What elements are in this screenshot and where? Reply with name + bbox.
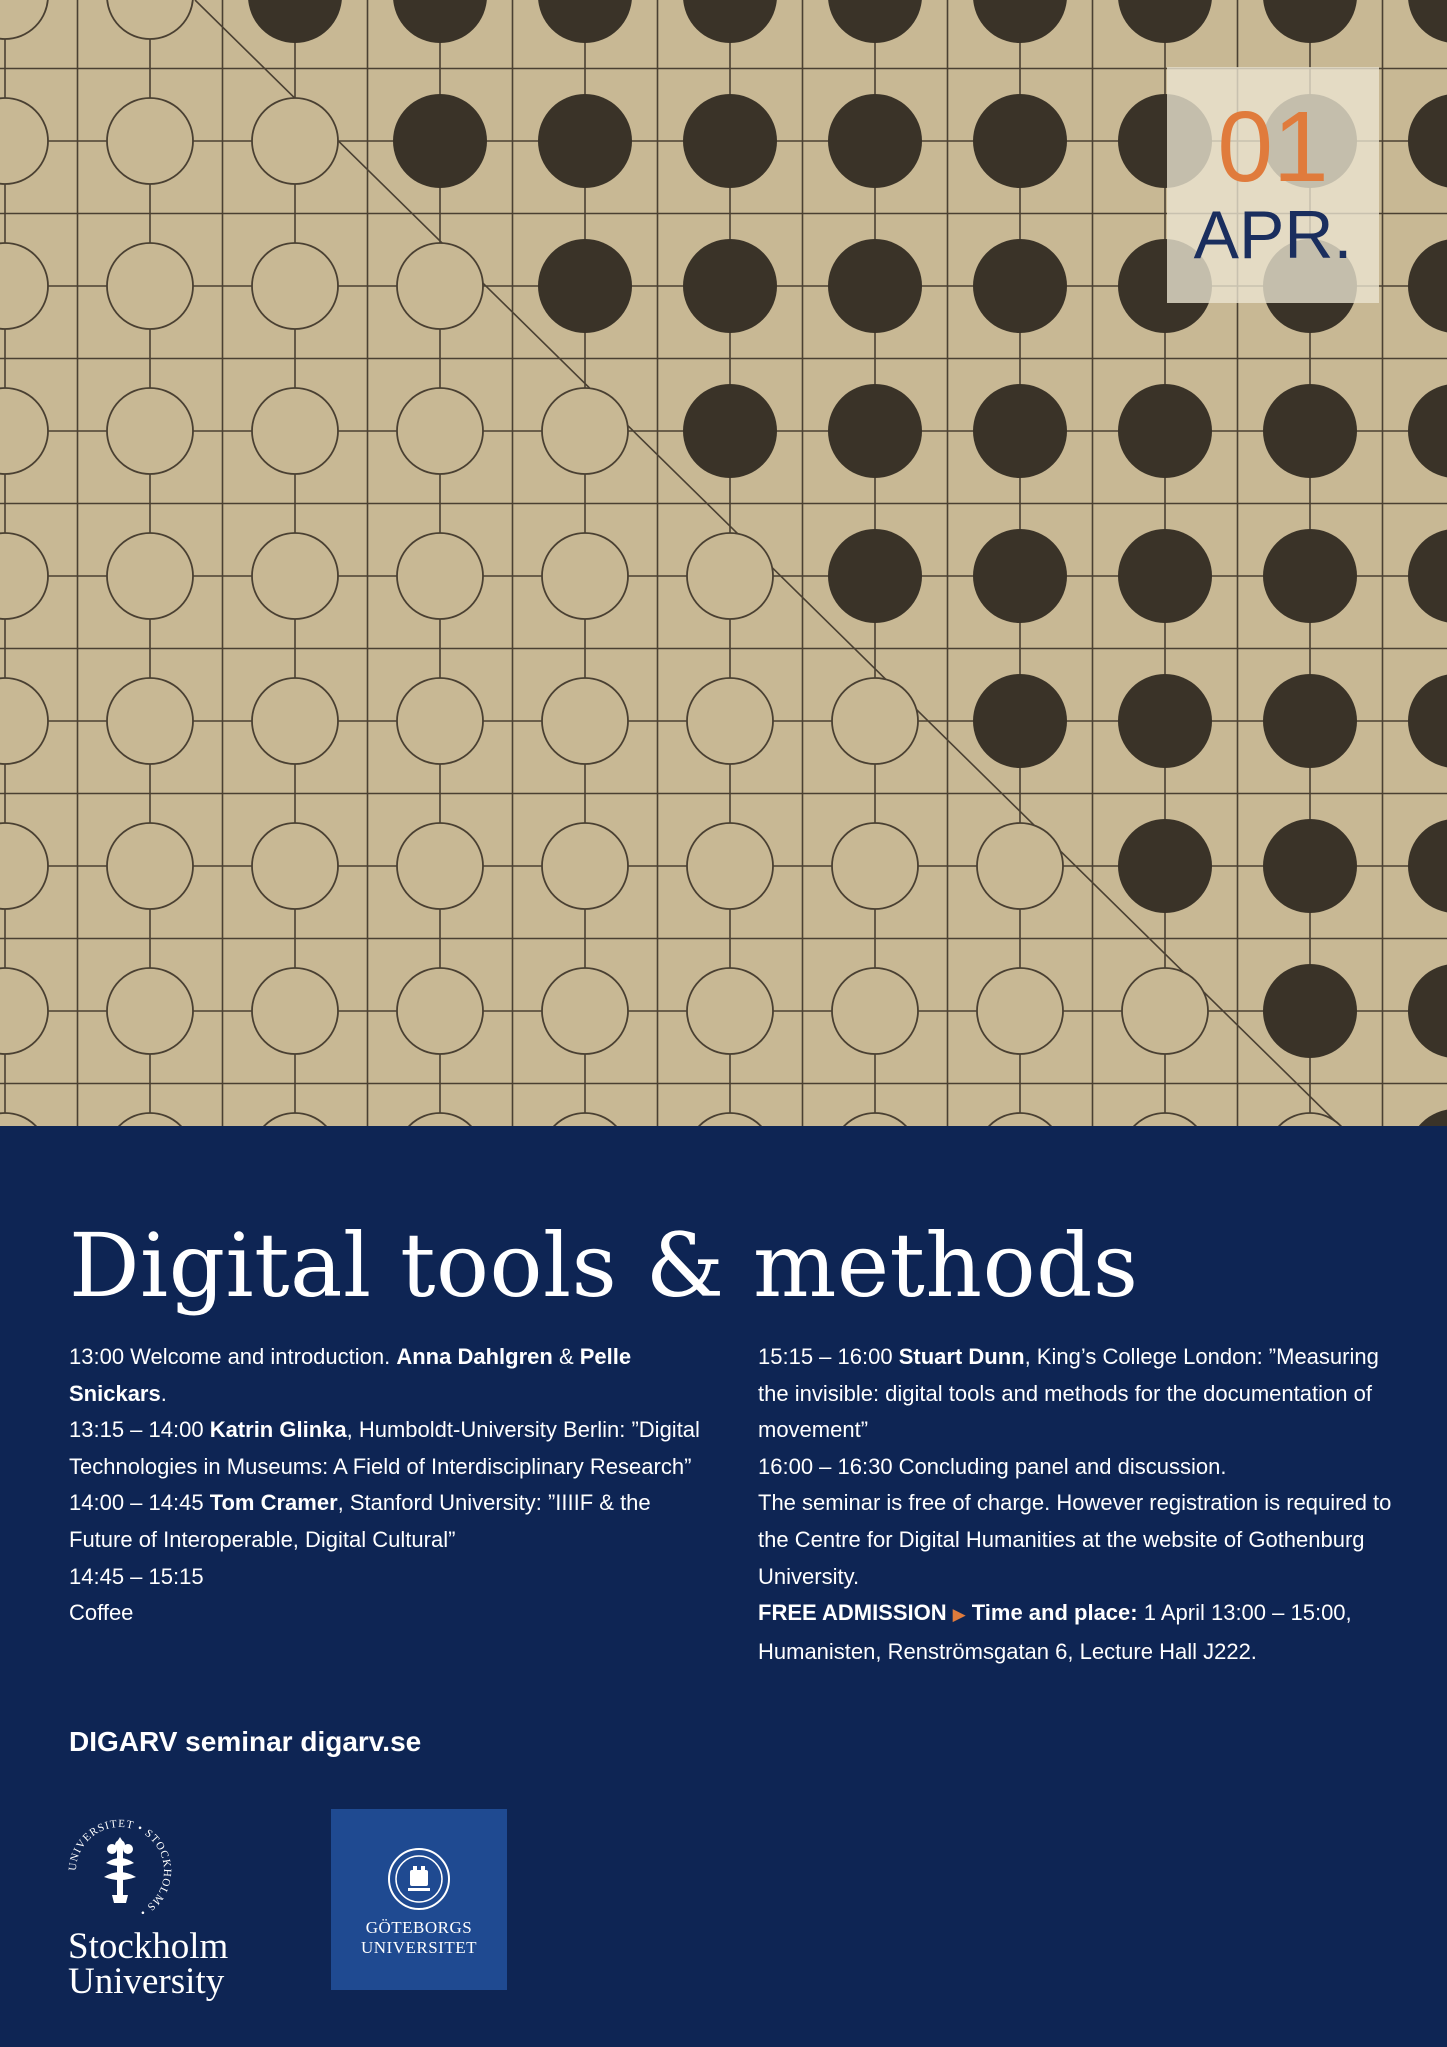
open-circle bbox=[687, 823, 773, 909]
filled-circle bbox=[1408, 964, 1447, 1058]
open-circle bbox=[397, 678, 483, 764]
filled-circle bbox=[828, 239, 922, 333]
open-circle bbox=[107, 243, 193, 329]
filled-circle bbox=[828, 94, 922, 188]
open-circle bbox=[107, 0, 193, 39]
program-item-text: 15:15 – 16:00 bbox=[758, 1344, 899, 1369]
open-circle bbox=[1122, 1113, 1208, 1126]
filled-circle bbox=[973, 529, 1067, 623]
open-circle bbox=[252, 388, 338, 474]
program-item-text: 13:15 – 14:00 bbox=[69, 1417, 210, 1443]
filled-circle bbox=[248, 0, 342, 43]
open-circle bbox=[1122, 968, 1208, 1054]
date-month: APR. bbox=[1193, 197, 1353, 273]
filled-circle bbox=[1408, 819, 1447, 913]
program-item bbox=[758, 1339, 1398, 1449]
filled-circle bbox=[1263, 819, 1357, 913]
date-box bbox=[1167, 67, 1379, 303]
open-circle bbox=[542, 823, 628, 909]
program-item bbox=[69, 1412, 709, 1485]
open-circle bbox=[0, 243, 48, 329]
filled-circle bbox=[1408, 529, 1447, 623]
goteborg-university-name bbox=[331, 1918, 507, 1958]
open-circle bbox=[107, 1113, 193, 1126]
open-circle bbox=[0, 678, 48, 764]
open-circle bbox=[542, 968, 628, 1054]
open-circle bbox=[397, 823, 483, 909]
open-circle bbox=[687, 678, 773, 764]
program-item bbox=[69, 1595, 709, 1632]
filled-circle bbox=[1118, 0, 1212, 43]
filled-circle bbox=[538, 0, 632, 43]
program-column-right bbox=[758, 1339, 1398, 1670]
program-item-text: , Humboldt-University Berlin: ”Digital Technologies in Museums: A Field of Interdisciplinary Research” bbox=[69, 1417, 700, 1479]
goteborg-seal-icon bbox=[384, 1844, 454, 1914]
open-circle bbox=[977, 823, 1063, 909]
open-circle bbox=[107, 388, 193, 474]
open-circle bbox=[0, 98, 48, 184]
open-circle bbox=[977, 968, 1063, 1054]
open-circle bbox=[832, 678, 918, 764]
filled-circle bbox=[538, 94, 632, 188]
filled-circle bbox=[683, 0, 777, 43]
filled-circle bbox=[1263, 964, 1357, 1058]
stockholm-name-line1: Stockholm bbox=[68, 1926, 229, 1967]
open-circle bbox=[687, 1113, 773, 1126]
goteborg-name-line1: GÖTEBORGS bbox=[365, 1918, 473, 1937]
seminar-link[interactable]: DIGARV seminar digarv.se bbox=[69, 1726, 422, 1757]
filled-circle bbox=[1118, 384, 1212, 478]
open-circle bbox=[252, 1113, 338, 1126]
program-item-emphasis: Time and place: bbox=[971, 1600, 1138, 1626]
program-item-text: Coffee bbox=[69, 1600, 134, 1626]
program-item-emphasis: Pelle Snickars bbox=[69, 1344, 632, 1406]
open-circle bbox=[397, 243, 483, 329]
program-item-emphasis: FREE ADMISSION bbox=[758, 1600, 947, 1626]
open-circle bbox=[832, 968, 918, 1054]
program-item bbox=[69, 1485, 709, 1558]
svg-text:UNIVERSITET • STOCKHOLMS •: UNIVERSITET • STOCKHOLMS • bbox=[66, 1817, 174, 1919]
program-item bbox=[69, 1339, 709, 1412]
filled-circle bbox=[1118, 819, 1212, 913]
filled-circle bbox=[1263, 529, 1357, 623]
program-item-emphasis: Stuart Dunn bbox=[898, 1344, 1025, 1369]
program-item bbox=[758, 1485, 1398, 1595]
filled-circle bbox=[973, 94, 1067, 188]
page-title: Digital tools & methods bbox=[69, 1214, 1139, 1317]
filled-circle bbox=[393, 0, 487, 43]
program-column-left bbox=[69, 1339, 709, 1632]
open-circle bbox=[397, 1113, 483, 1126]
filled-circle bbox=[1263, 0, 1357, 43]
program-item-text: , King’s College London: ”Measuring the invisible: digital tools and methods for the documentation of movement” bbox=[758, 1344, 1379, 1443]
open-circle bbox=[397, 388, 483, 474]
stockholm-university-name bbox=[68, 1926, 229, 2002]
open-circle bbox=[252, 243, 338, 329]
program-item-emphasis: Katrin Glinka bbox=[209, 1417, 347, 1443]
program-item-text: . bbox=[160, 1380, 167, 1406]
program-item bbox=[758, 1449, 1398, 1486]
goteborg-university-logo bbox=[331, 1809, 507, 1990]
open-circle bbox=[0, 1113, 48, 1126]
open-circle bbox=[0, 968, 48, 1054]
open-circle bbox=[832, 1113, 918, 1126]
open-circle bbox=[252, 678, 338, 764]
open-circle bbox=[252, 823, 338, 909]
open-circle bbox=[0, 0, 48, 39]
info-panel bbox=[0, 1126, 1447, 2047]
open-circle bbox=[397, 533, 483, 619]
program-item bbox=[69, 1559, 709, 1596]
program-item-text: & bbox=[552, 1344, 580, 1369]
filled-circle bbox=[1408, 1109, 1447, 1126]
open-circle bbox=[0, 823, 48, 909]
filled-circle bbox=[973, 239, 1067, 333]
filled-circle bbox=[1263, 674, 1357, 768]
filled-circle bbox=[683, 384, 777, 478]
filled-circle bbox=[828, 529, 922, 623]
open-circle bbox=[1267, 1113, 1353, 1126]
open-circle bbox=[252, 533, 338, 619]
open-circle bbox=[977, 1113, 1063, 1126]
filled-circle bbox=[393, 94, 487, 188]
filled-circle bbox=[828, 384, 922, 478]
program-item-emphasis: Tom Cramer bbox=[209, 1490, 338, 1516]
stockholm-seal-icon bbox=[60, 1811, 180, 1931]
open-circle bbox=[252, 98, 338, 184]
open-circle bbox=[542, 678, 628, 764]
arrow-right-icon: ▶ bbox=[952, 1605, 966, 1625]
open-circle bbox=[107, 968, 193, 1054]
filled-circle bbox=[1263, 384, 1357, 478]
open-circle bbox=[687, 533, 773, 619]
filled-circle bbox=[973, 0, 1067, 43]
filled-circle bbox=[973, 384, 1067, 478]
program-item-text: , Stanford University: ”IIIIF & the Future of Interoperable, Digital Cultural” bbox=[69, 1490, 651, 1552]
open-circle bbox=[0, 388, 48, 474]
filled-circle bbox=[683, 239, 777, 333]
open-circle bbox=[0, 533, 48, 619]
open-circle bbox=[107, 98, 193, 184]
filled-circle bbox=[1408, 94, 1447, 188]
filled-circle bbox=[1408, 0, 1447, 43]
goteborg-name-line2: UNIVERSITET bbox=[361, 1938, 477, 1957]
stockholm-name-line2: University bbox=[68, 1961, 225, 2002]
open-circle bbox=[542, 1113, 628, 1126]
program-item-text: The seminar is free of charge. However registration is required to the Centre for Digital Humanities at the website of Gothenburg University. bbox=[758, 1490, 1392, 1589]
program-item-text: 13:00 Welcome and introduction. bbox=[69, 1344, 397, 1369]
filled-circle bbox=[1118, 674, 1212, 768]
filled-circle bbox=[973, 674, 1067, 768]
filled-circle bbox=[828, 0, 922, 43]
open-circle bbox=[397, 968, 483, 1054]
open-circle bbox=[107, 823, 193, 909]
open-circle bbox=[542, 533, 628, 619]
filled-circle bbox=[1408, 239, 1447, 333]
filled-circle bbox=[538, 239, 632, 333]
filled-circle bbox=[1118, 529, 1212, 623]
filled-circle bbox=[1408, 384, 1447, 478]
open-circle bbox=[107, 678, 193, 764]
program-item-text: 1 April 13:00 – 15:00, Humanisten, Renströmsgatan 6, Lecture Hall J222. bbox=[758, 1600, 1352, 1664]
open-circle bbox=[687, 968, 773, 1054]
filled-circle bbox=[683, 94, 777, 188]
program-item-text: 14:00 – 14:45 bbox=[69, 1490, 210, 1516]
program-item-text: 16:00 – 16:30 Concluding panel and discussion. bbox=[758, 1453, 1227, 1479]
date-day: 01 bbox=[1217, 91, 1329, 203]
program-item-emphasis: Anna Dahlgren bbox=[396, 1344, 553, 1369]
filled-circle bbox=[1408, 674, 1447, 768]
program-item-text: 14:45 – 15:15 bbox=[69, 1563, 204, 1589]
program-item bbox=[758, 1595, 1398, 1670]
open-circle bbox=[252, 968, 338, 1054]
open-circle bbox=[542, 388, 628, 474]
open-circle bbox=[832, 823, 918, 909]
open-circle bbox=[107, 533, 193, 619]
